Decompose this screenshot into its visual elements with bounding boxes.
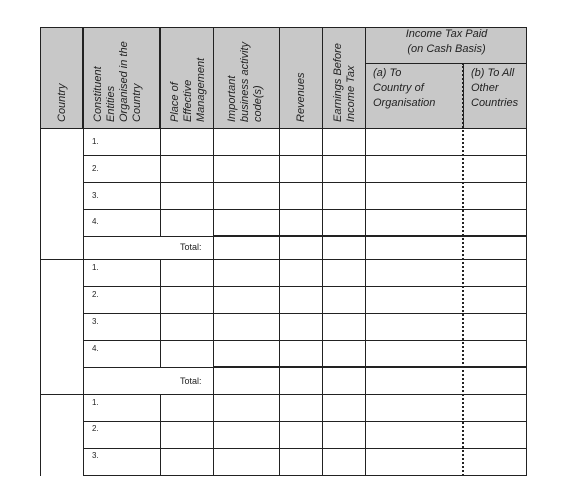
grid-line-v — [213, 27, 214, 476]
grid-line-h — [83, 448, 527, 449]
row-number: 1. — [92, 263, 99, 272]
grid-line-h — [213, 235, 527, 237]
row-number: 3. — [92, 451, 99, 460]
grid-line-v — [279, 27, 280, 476]
grid-line-h — [366, 63, 527, 64]
header-revenues-label: Revenues — [295, 72, 307, 122]
grid-line-v — [160, 27, 161, 128]
grid-line-h — [83, 182, 527, 183]
grid-line-v — [322, 27, 323, 476]
grid-line-h — [83, 367, 214, 368]
grid-line-v — [365, 27, 366, 476]
row-number: 1. — [92, 137, 99, 146]
grid-line-h — [83, 475, 527, 476]
total-label: Total: — [180, 242, 202, 252]
row-number: 2. — [92, 290, 99, 299]
grid-line-v — [40, 27, 41, 476]
grid-line-h — [40, 259, 527, 260]
grid-line-v — [83, 27, 84, 476]
header-earnings-label: Earnings Before Income Tax — [332, 43, 357, 122]
grid-line-h — [83, 313, 527, 314]
header-income-tax-b-label: (b) To All Other Countries — [471, 67, 519, 109]
grid-line-h — [40, 27, 527, 28]
grid-line-h — [83, 155, 527, 156]
header-income-tax-a-label: (a) To Country of Organisation — [373, 67, 436, 109]
row-number: 3. — [92, 191, 99, 200]
row-number: 1. — [92, 398, 99, 407]
grid-line-h — [83, 286, 527, 287]
row-number: 4. — [92, 344, 99, 353]
row-number: 3. — [92, 317, 99, 326]
grid-line-h — [213, 366, 527, 368]
row-number: 4. — [92, 217, 99, 226]
grid-line-h — [40, 394, 527, 395]
grid-line-h — [83, 340, 527, 341]
row-number: 2. — [92, 424, 99, 433]
header-country-label: Country — [56, 83, 68, 122]
grid-line-h — [40, 128, 527, 129]
grid-line-h — [83, 209, 527, 210]
grid-line-dotted — [462, 63, 464, 476]
header-place-label: Place of Effective Management — [169, 57, 207, 122]
total-label: Total: — [180, 376, 202, 386]
header-income-tax-title: Income Tax Paid (on Cash Basis) — [405, 28, 488, 55]
row-number: 2. — [92, 164, 99, 173]
header-constituent-label: Constituent Entities Organised in the Country — [92, 41, 143, 122]
grid-line-h — [83, 236, 214, 237]
grid-line-h — [83, 421, 527, 422]
header-business-label: Important business activity code(s) — [226, 41, 264, 122]
grid-line-v — [160, 394, 161, 476]
grid-line-v — [526, 27, 527, 476]
